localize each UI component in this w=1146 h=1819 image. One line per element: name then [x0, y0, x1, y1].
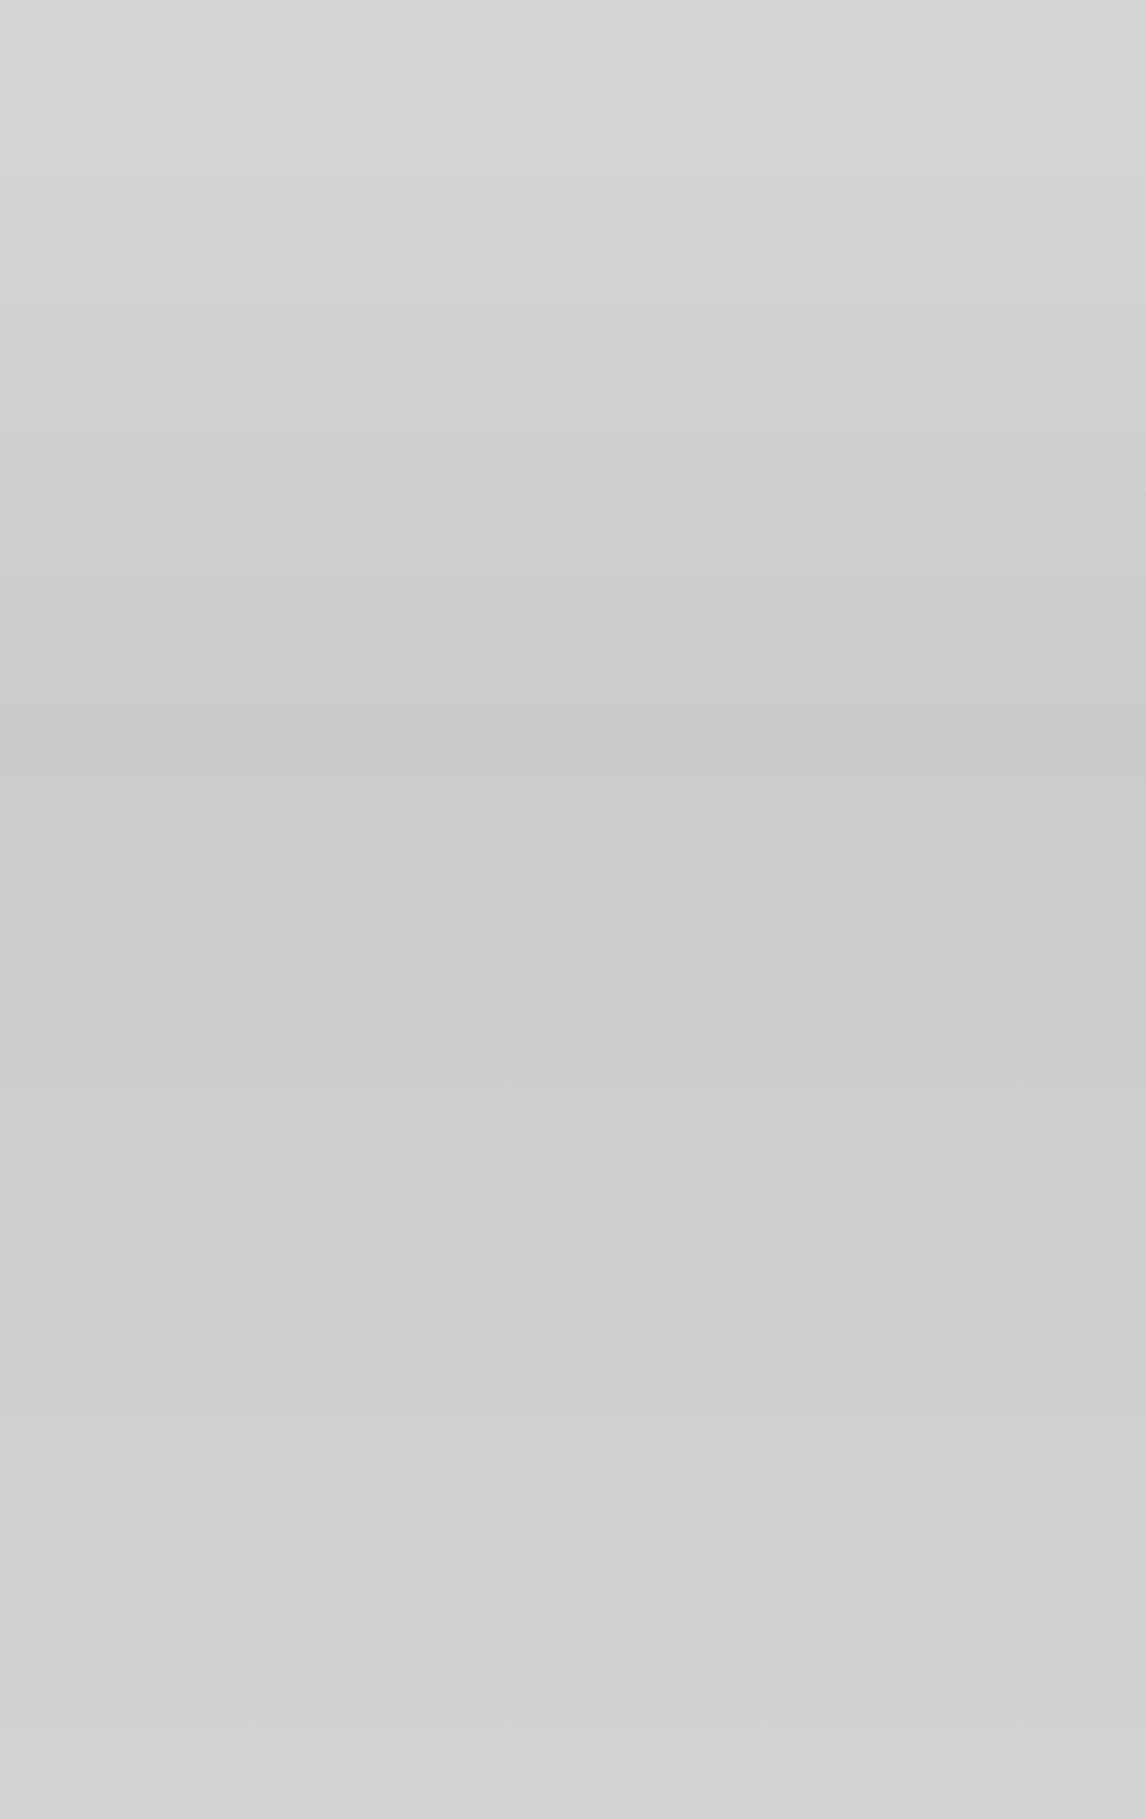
body-text — [40, 78, 1090, 100]
